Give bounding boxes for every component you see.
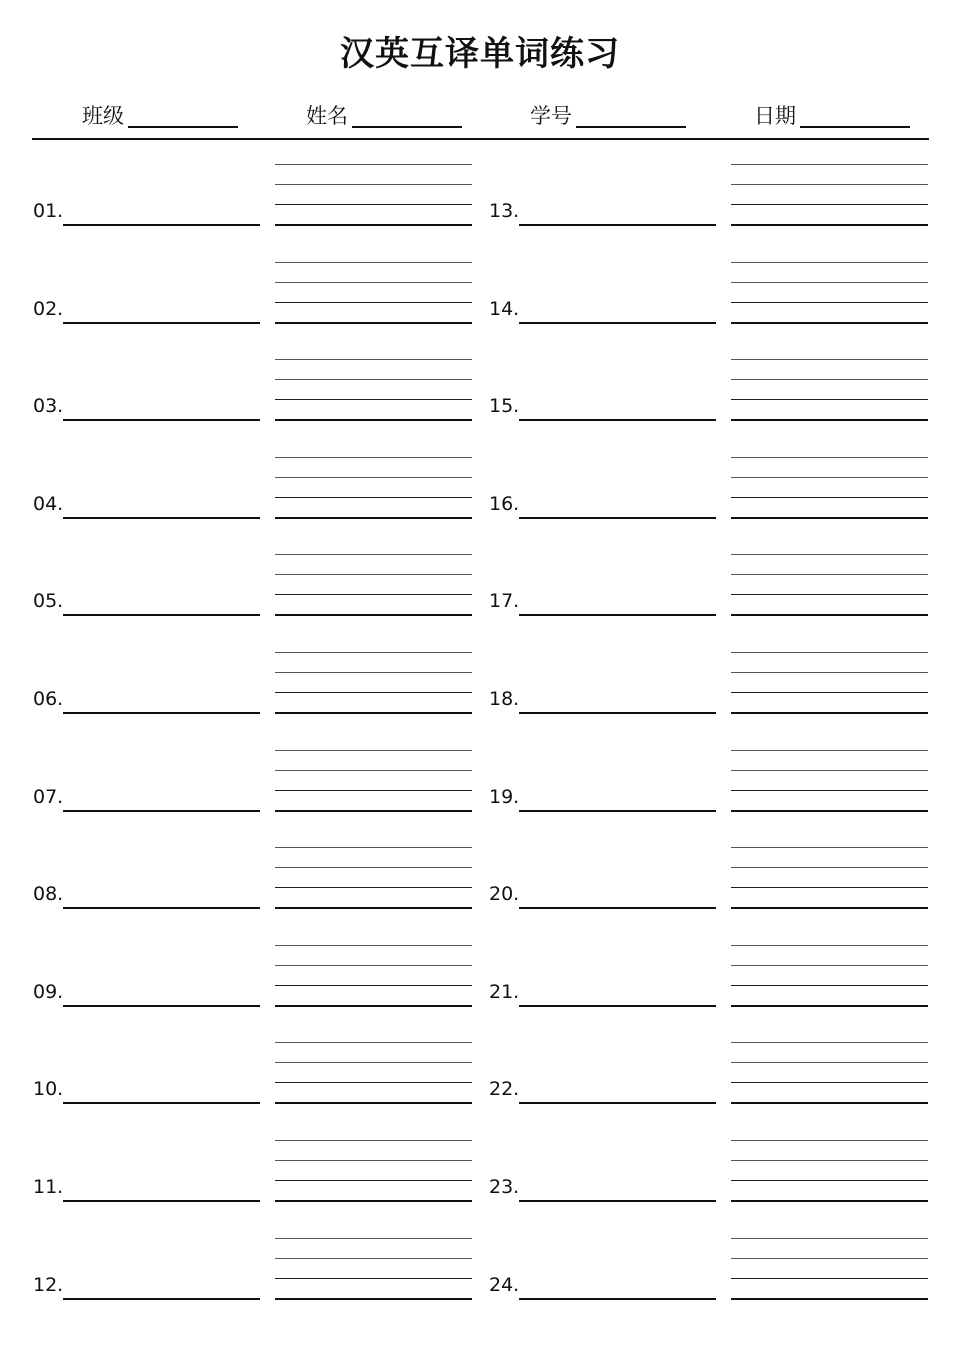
writing-guide-line[interactable] [731, 887, 928, 888]
writing-guide-line[interactable] [275, 419, 472, 421]
answer-blank[interactable] [63, 1102, 260, 1104]
writing-guide-line[interactable] [731, 770, 928, 771]
writing-guide-line[interactable] [731, 750, 928, 751]
writing-guide-line[interactable] [731, 574, 928, 575]
writing-guide-line[interactable] [731, 262, 928, 263]
writing-guide-line[interactable] [275, 282, 472, 283]
writing-guide-line[interactable] [731, 1140, 928, 1141]
student-id-blank[interactable] [576, 126, 686, 128]
class-label: 班级 [82, 104, 124, 128]
item-number: 12. [33, 1274, 64, 1296]
date-blank[interactable] [800, 126, 910, 128]
writing-guide-line[interactable] [731, 1062, 928, 1063]
writing-guide-line[interactable] [275, 1278, 472, 1279]
item-number: 11. [33, 1176, 64, 1198]
writing-guide-line[interactable] [275, 1200, 472, 1202]
item-number: 01. [33, 200, 64, 222]
writing-guide-line[interactable] [731, 712, 928, 714]
item-number: 09. [33, 981, 64, 1003]
writing-guide-line[interactable] [275, 1082, 472, 1083]
writing-guide-line[interactable] [731, 1160, 928, 1161]
item-number: 20. [489, 883, 520, 905]
item-number: 16. [489, 493, 520, 515]
writing-guide-line[interactable] [275, 554, 472, 555]
writing-guide-line[interactable] [275, 302, 472, 303]
writing-guide-line[interactable] [731, 652, 928, 653]
writing-guide-line[interactable] [275, 1042, 472, 1043]
answer-blank[interactable] [63, 224, 260, 226]
writing-guide-line[interactable] [275, 594, 472, 595]
writing-guide-line[interactable] [275, 945, 472, 946]
writing-guide-line[interactable] [731, 322, 928, 324]
writing-guide-line[interactable] [731, 1238, 928, 1239]
writing-guide-line[interactable] [731, 164, 928, 165]
writing-guide-line[interactable] [731, 224, 928, 226]
answer-blank[interactable] [519, 224, 716, 226]
answer-blank[interactable] [519, 419, 716, 421]
writing-guide-line[interactable] [275, 867, 472, 868]
answer-blank[interactable] [63, 907, 260, 909]
answer-blank[interactable] [63, 712, 260, 714]
writing-guide-line[interactable] [731, 1180, 928, 1181]
writing-guide-line[interactable] [731, 184, 928, 185]
writing-guide-line[interactable] [731, 810, 928, 812]
page-title: 汉英互译单词练习 [340, 34, 620, 74]
item-number: 07. [33, 786, 64, 808]
writing-guide-line[interactable] [275, 322, 472, 324]
writing-guide-line[interactable] [731, 419, 928, 421]
writing-guide-line[interactable] [731, 945, 928, 946]
writing-guide-line[interactable] [731, 594, 928, 595]
writing-guide-line[interactable] [275, 497, 472, 498]
writing-guide-line[interactable] [731, 477, 928, 478]
answer-blank[interactable] [519, 810, 716, 812]
writing-guide-line[interactable] [275, 204, 472, 205]
writing-guide-line[interactable] [275, 477, 472, 478]
writing-guide-line[interactable] [731, 457, 928, 458]
writing-guide-line[interactable] [275, 652, 472, 653]
writing-guide-line[interactable] [731, 282, 928, 283]
writing-guide-line[interactable] [275, 1180, 472, 1181]
student-id-label: 学号 [530, 104, 572, 128]
writing-guide-line[interactable] [275, 750, 472, 751]
writing-guide-line[interactable] [731, 1298, 928, 1300]
writing-guide-line[interactable] [275, 1005, 472, 1007]
writing-guide-line[interactable] [731, 399, 928, 400]
writing-guide-line[interactable] [731, 985, 928, 986]
writing-guide-line[interactable] [275, 672, 472, 673]
item-number: 23. [489, 1176, 520, 1198]
writing-guide-line[interactable] [275, 224, 472, 226]
item-number: 06. [33, 688, 64, 710]
writing-guide-line[interactable] [275, 712, 472, 714]
writing-guide-line[interactable] [275, 1160, 472, 1161]
answer-blank[interactable] [519, 517, 716, 519]
answer-blank[interactable] [63, 810, 260, 812]
date-label: 日期 [754, 104, 796, 128]
item-number: 03. [33, 395, 64, 417]
item-number: 04. [33, 493, 64, 515]
item-number: 10. [33, 1078, 64, 1100]
writing-guide-line[interactable] [275, 574, 472, 575]
answer-blank[interactable] [519, 1298, 716, 1300]
writing-guide-line[interactable] [275, 847, 472, 848]
writing-guide-line[interactable] [275, 359, 472, 360]
writing-guide-line[interactable] [731, 847, 928, 848]
answer-blank[interactable] [63, 517, 260, 519]
header-divider [32, 138, 929, 140]
answer-blank[interactable] [519, 614, 716, 616]
writing-guide-line[interactable] [731, 614, 928, 616]
writing-guide-line[interactable] [731, 965, 928, 966]
answer-blank[interactable] [519, 322, 716, 324]
class-blank[interactable] [128, 126, 238, 128]
writing-guide-line[interactable] [731, 1258, 928, 1259]
writing-guide-line[interactable] [731, 907, 928, 909]
answer-blank[interactable] [63, 1298, 260, 1300]
item-number: 02. [33, 298, 64, 320]
writing-guide-line[interactable] [275, 1140, 472, 1141]
writing-guide-line[interactable] [731, 790, 928, 791]
answer-blank[interactable] [63, 1200, 260, 1202]
writing-guide-line[interactable] [275, 164, 472, 165]
answer-blank[interactable] [63, 1005, 260, 1007]
writing-guide-line[interactable] [731, 1005, 928, 1007]
writing-guide-line[interactable] [731, 1042, 928, 1043]
writing-guide-line[interactable] [275, 1102, 472, 1104]
writing-guide-line[interactable] [731, 692, 928, 693]
item-number: 24. [489, 1274, 520, 1296]
writing-guide-line[interactable] [275, 517, 472, 519]
item-number: 05. [33, 590, 64, 612]
writing-guide-line[interactable] [275, 457, 472, 458]
writing-guide-line[interactable] [731, 379, 928, 380]
name-label: 姓名 [306, 104, 348, 128]
answer-blank[interactable] [63, 419, 260, 421]
writing-guide-line[interactable] [275, 1062, 472, 1063]
writing-guide-line[interactable] [731, 554, 928, 555]
writing-guide-line[interactable] [731, 302, 928, 303]
writing-guide-line[interactable] [731, 517, 928, 519]
name-blank[interactable] [352, 126, 462, 128]
item-number: 17. [489, 590, 520, 612]
item-number: 22. [489, 1078, 520, 1100]
writing-guide-line[interactable] [731, 1278, 928, 1279]
writing-guide-line[interactable] [275, 810, 472, 812]
writing-guide-line[interactable] [275, 965, 472, 966]
item-number: 08. [33, 883, 64, 905]
writing-guide-line[interactable] [275, 985, 472, 986]
writing-guide-line[interactable] [731, 204, 928, 205]
writing-guide-line[interactable] [731, 1082, 928, 1083]
writing-guide-line[interactable] [275, 614, 472, 616]
item-number: 19. [489, 786, 520, 808]
writing-guide-line[interactable] [275, 790, 472, 791]
answer-blank[interactable] [63, 614, 260, 616]
writing-guide-line[interactable] [275, 1258, 472, 1259]
writing-guide-line[interactable] [731, 359, 928, 360]
writing-guide-line[interactable] [275, 1298, 472, 1300]
answer-blank[interactable] [519, 907, 716, 909]
writing-guide-line[interactable] [275, 379, 472, 380]
item-number: 14. [489, 298, 520, 320]
writing-guide-line[interactable] [731, 1200, 928, 1202]
writing-guide-line[interactable] [731, 672, 928, 673]
writing-guide-line[interactable] [275, 692, 472, 693]
writing-guide-line[interactable] [731, 867, 928, 868]
answer-blank[interactable] [519, 1200, 716, 1202]
item-number: 21. [489, 981, 520, 1003]
writing-guide-line[interactable] [275, 184, 472, 185]
item-number: 15. [489, 395, 520, 417]
writing-guide-line[interactable] [275, 1238, 472, 1239]
answer-blank[interactable] [519, 1102, 716, 1104]
writing-guide-line[interactable] [731, 497, 928, 498]
writing-guide-line[interactable] [275, 262, 472, 263]
writing-guide-line[interactable] [731, 1102, 928, 1104]
writing-guide-line[interactable] [275, 770, 472, 771]
item-number: 18. [489, 688, 520, 710]
writing-guide-line[interactable] [275, 399, 472, 400]
answer-blank[interactable] [519, 712, 716, 714]
writing-guide-line[interactable] [275, 907, 472, 909]
item-number: 13. [489, 200, 520, 222]
answer-blank[interactable] [63, 322, 260, 324]
writing-guide-line[interactable] [275, 887, 472, 888]
answer-blank[interactable] [519, 1005, 716, 1007]
